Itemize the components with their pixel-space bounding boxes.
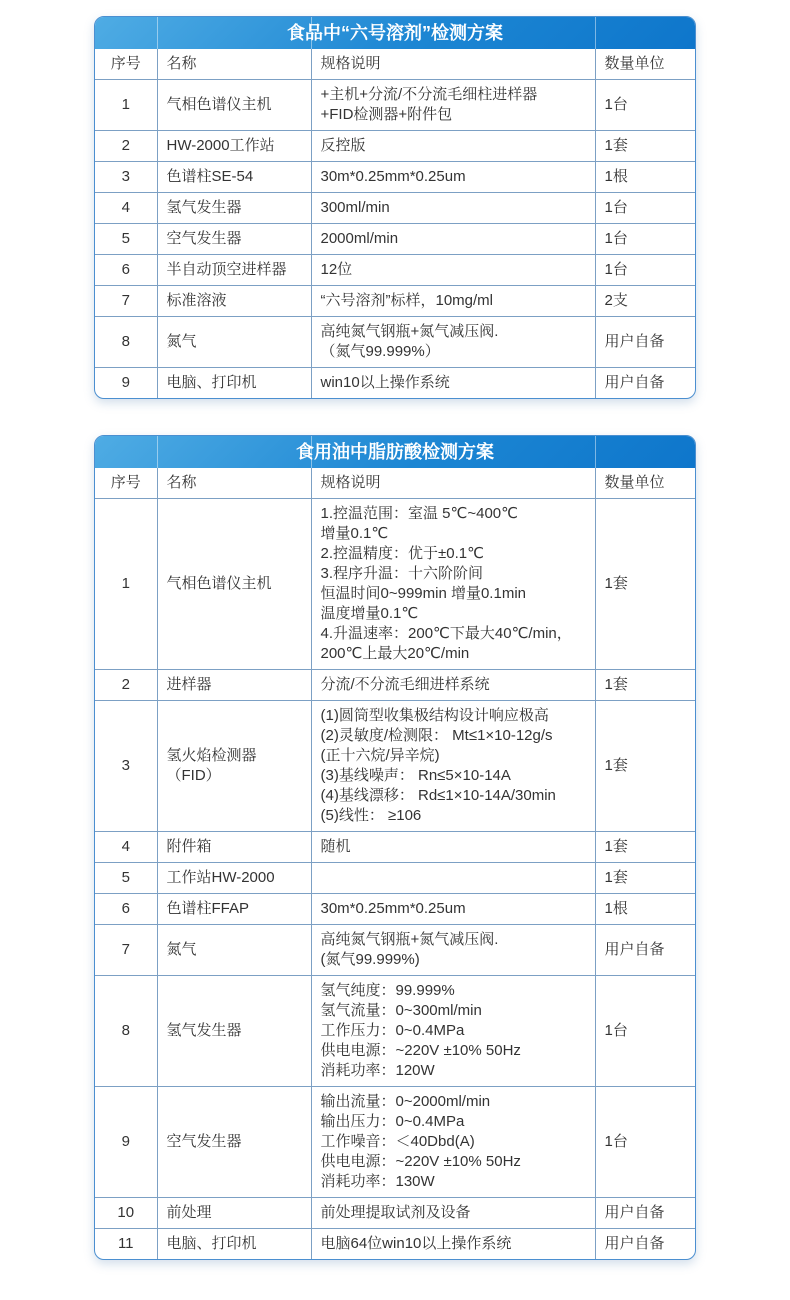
cell-spec: 30m*0.25mm*0.25um xyxy=(311,162,595,193)
cell-name: 附件箱 xyxy=(157,832,311,863)
cell-spec: 电脑64位win10以上操作系统 xyxy=(311,1229,595,1260)
table-row xyxy=(95,925,695,976)
header-row xyxy=(95,49,695,80)
cell-no: 1 xyxy=(95,80,157,131)
cell-no: 11 xyxy=(95,1229,157,1260)
solvent-plan-table xyxy=(95,49,695,398)
cell-name: 进样器 xyxy=(157,670,311,701)
table-title: 食用油中脂肪酸检测方案 xyxy=(296,442,494,462)
header-qty: 数量单位 xyxy=(595,49,695,80)
fatty-acid-detection-plan-card xyxy=(94,435,696,1260)
cell-name: 氮气 xyxy=(157,317,311,368)
cell-spec: (1)圆筒型收集极结构设计响应极高 (2)灵敏度/检测限： Mt≤1×10-12g/s (正十六烷/异辛烷) (3)基线噪声： Rn≤5×10-14A (4)基线漂移： Rd≤1×10-14A/30min (5)线性： ≥106 xyxy=(311,701,595,832)
cell-qty: 1根 xyxy=(595,162,695,193)
table-row xyxy=(95,317,695,368)
cell-spec: win10以上操作系统 xyxy=(311,368,595,399)
cell-spec: 1.控温范围：室温 5℃~400℃ 增量0.1℃ 2.控温精度：优于±0.1℃ 3.程序升温：十六阶阶间 恒温时间0~999min 增量0.1min 温度增量0.1℃ 4.升温速率：200℃下最大40℃/min， 200℃上最大20℃/min xyxy=(311,499,595,670)
cell-name: 空气发生器 xyxy=(157,224,311,255)
cell-no: 6 xyxy=(95,255,157,286)
cell-name: 气相色谱仪主机 xyxy=(157,80,311,131)
cell-no: 10 xyxy=(95,1198,157,1229)
cell-no: 5 xyxy=(95,863,157,894)
table-row xyxy=(95,368,695,399)
table-title-bar xyxy=(95,17,695,49)
cell-qty: 1套 xyxy=(595,863,695,894)
cell-spec: 30m*0.25mm*0.25um xyxy=(311,894,595,925)
cell-no: 2 xyxy=(95,131,157,162)
title-column-separator xyxy=(311,17,312,49)
cell-spec: 输出流量：0~2000ml/min 输出压力：0~0.4MPa 工作噪音：＜40Dbd(A) 供电电源：~220V ±10% 50Hz 消耗功率：130W xyxy=(311,1087,595,1198)
cell-name: 电脑、打印机 xyxy=(157,368,311,399)
header-name: 名称 xyxy=(157,49,311,80)
cell-qty: 用户自备 xyxy=(595,317,695,368)
header-spec: 规格说明 xyxy=(311,468,595,499)
cell-no: 3 xyxy=(95,701,157,832)
cell-no: 4 xyxy=(95,832,157,863)
cell-name: 前处理 xyxy=(157,1198,311,1229)
table-title: 食品中“六号溶剂”检测方案 xyxy=(287,23,503,43)
header-no: 序号 xyxy=(95,468,157,499)
cell-spec: “六号溶剂”标样，10mg/ml xyxy=(311,286,595,317)
table-row xyxy=(95,80,695,131)
title-column-separator xyxy=(157,436,158,468)
cell-qty: 1台 xyxy=(595,193,695,224)
table-row xyxy=(95,1229,695,1260)
table-row xyxy=(95,286,695,317)
cell-qty: 1套 xyxy=(595,499,695,670)
header-no: 序号 xyxy=(95,49,157,80)
cell-no: 3 xyxy=(95,162,157,193)
cell-spec: 随机 xyxy=(311,832,595,863)
cell-qty: 1根 xyxy=(595,894,695,925)
cell-name: 半自动顶空进样器 xyxy=(157,255,311,286)
cell-spec: 高纯氮气钢瓶+氮气减压阀. （氮气99.999%） xyxy=(311,317,595,368)
header-qty: 数量单位 xyxy=(595,468,695,499)
cell-spec: +主机+分流/不分流毛细柱进样器 +FID检测器+附件包 xyxy=(311,80,595,131)
table-row xyxy=(95,499,695,670)
cell-qty: 1套 xyxy=(595,832,695,863)
table-row xyxy=(95,224,695,255)
table-row xyxy=(95,894,695,925)
cell-name: 工作站HW-2000 xyxy=(157,863,311,894)
cell-no: 4 xyxy=(95,193,157,224)
cell-qty: 用户自备 xyxy=(595,1198,695,1229)
title-column-separator xyxy=(157,17,158,49)
cell-no: 8 xyxy=(95,317,157,368)
header-spec: 规格说明 xyxy=(311,49,595,80)
table-row xyxy=(95,193,695,224)
cell-no: 7 xyxy=(95,286,157,317)
cell-qty: 1台 xyxy=(595,1087,695,1198)
title-column-separator xyxy=(595,436,596,468)
fatty-acid-plan-table xyxy=(95,468,695,1259)
table-row xyxy=(95,863,695,894)
cell-name: 色谱柱FFAP xyxy=(157,894,311,925)
cell-qty: 1台 xyxy=(595,255,695,286)
cell-no: 8 xyxy=(95,976,157,1087)
cell-name: 标准溶液 xyxy=(157,286,311,317)
cell-no: 9 xyxy=(95,368,157,399)
cell-no: 5 xyxy=(95,224,157,255)
cell-spec: 高纯氮气钢瓶+氮气减压阀. (氮气99.999%) xyxy=(311,925,595,976)
table-row xyxy=(95,670,695,701)
cell-name: 氮气 xyxy=(157,925,311,976)
header-name: 名称 xyxy=(157,468,311,499)
cell-name: 色谱柱SE-54 xyxy=(157,162,311,193)
table-row xyxy=(95,976,695,1087)
cell-qty: 1台 xyxy=(595,224,695,255)
cell-spec: 12位 xyxy=(311,255,595,286)
cell-qty: 用户自备 xyxy=(595,368,695,399)
header-row xyxy=(95,468,695,499)
table-row xyxy=(95,162,695,193)
cell-qty: 1台 xyxy=(595,976,695,1087)
cell-spec: 反控版 xyxy=(311,131,595,162)
cell-qty: 用户自备 xyxy=(595,1229,695,1260)
cell-qty: 1套 xyxy=(595,131,695,162)
cell-name: 电脑、打印机 xyxy=(157,1229,311,1260)
cell-spec: 前处理提取试剂及设备 xyxy=(311,1198,595,1229)
cell-name: HW-2000工作站 xyxy=(157,131,311,162)
cell-spec: 氢气纯度：99.999% 氢气流量：0~300ml/min 工作压力：0~0.4MPa 供电电源：~220V ±10% 50Hz 消耗功率：120W xyxy=(311,976,595,1087)
cell-no: 9 xyxy=(95,1087,157,1198)
cell-spec xyxy=(311,863,595,894)
title-column-separator xyxy=(311,436,312,468)
table-row xyxy=(95,1198,695,1229)
cell-qty: 1台 xyxy=(595,80,695,131)
cell-spec: 300ml/min xyxy=(311,193,595,224)
cell-spec: 2000ml/min xyxy=(311,224,595,255)
cell-qty: 2支 xyxy=(595,286,695,317)
table-row xyxy=(95,1087,695,1198)
cell-qty: 1套 xyxy=(595,701,695,832)
table-row xyxy=(95,255,695,286)
table-title-bar xyxy=(95,436,695,468)
cell-name: 氢气发生器 xyxy=(157,976,311,1087)
cell-name: 氢气发生器 xyxy=(157,193,311,224)
cell-qty: 1套 xyxy=(595,670,695,701)
cell-qty: 用户自备 xyxy=(595,925,695,976)
title-column-separator xyxy=(595,17,596,49)
cell-no: 6 xyxy=(95,894,157,925)
cell-no: 7 xyxy=(95,925,157,976)
solvent-detection-plan-card xyxy=(94,16,696,399)
table-row xyxy=(95,131,695,162)
cell-no: 1 xyxy=(95,499,157,670)
table-row xyxy=(95,701,695,832)
cell-name: 空气发生器 xyxy=(157,1087,311,1198)
cell-no: 2 xyxy=(95,670,157,701)
cell-name: 氢火焰检测器（FID） xyxy=(157,701,311,832)
cell-spec: 分流/不分流毛细进样系统 xyxy=(311,670,595,701)
cell-name: 气相色谱仪主机 xyxy=(157,499,311,670)
table-row xyxy=(95,832,695,863)
